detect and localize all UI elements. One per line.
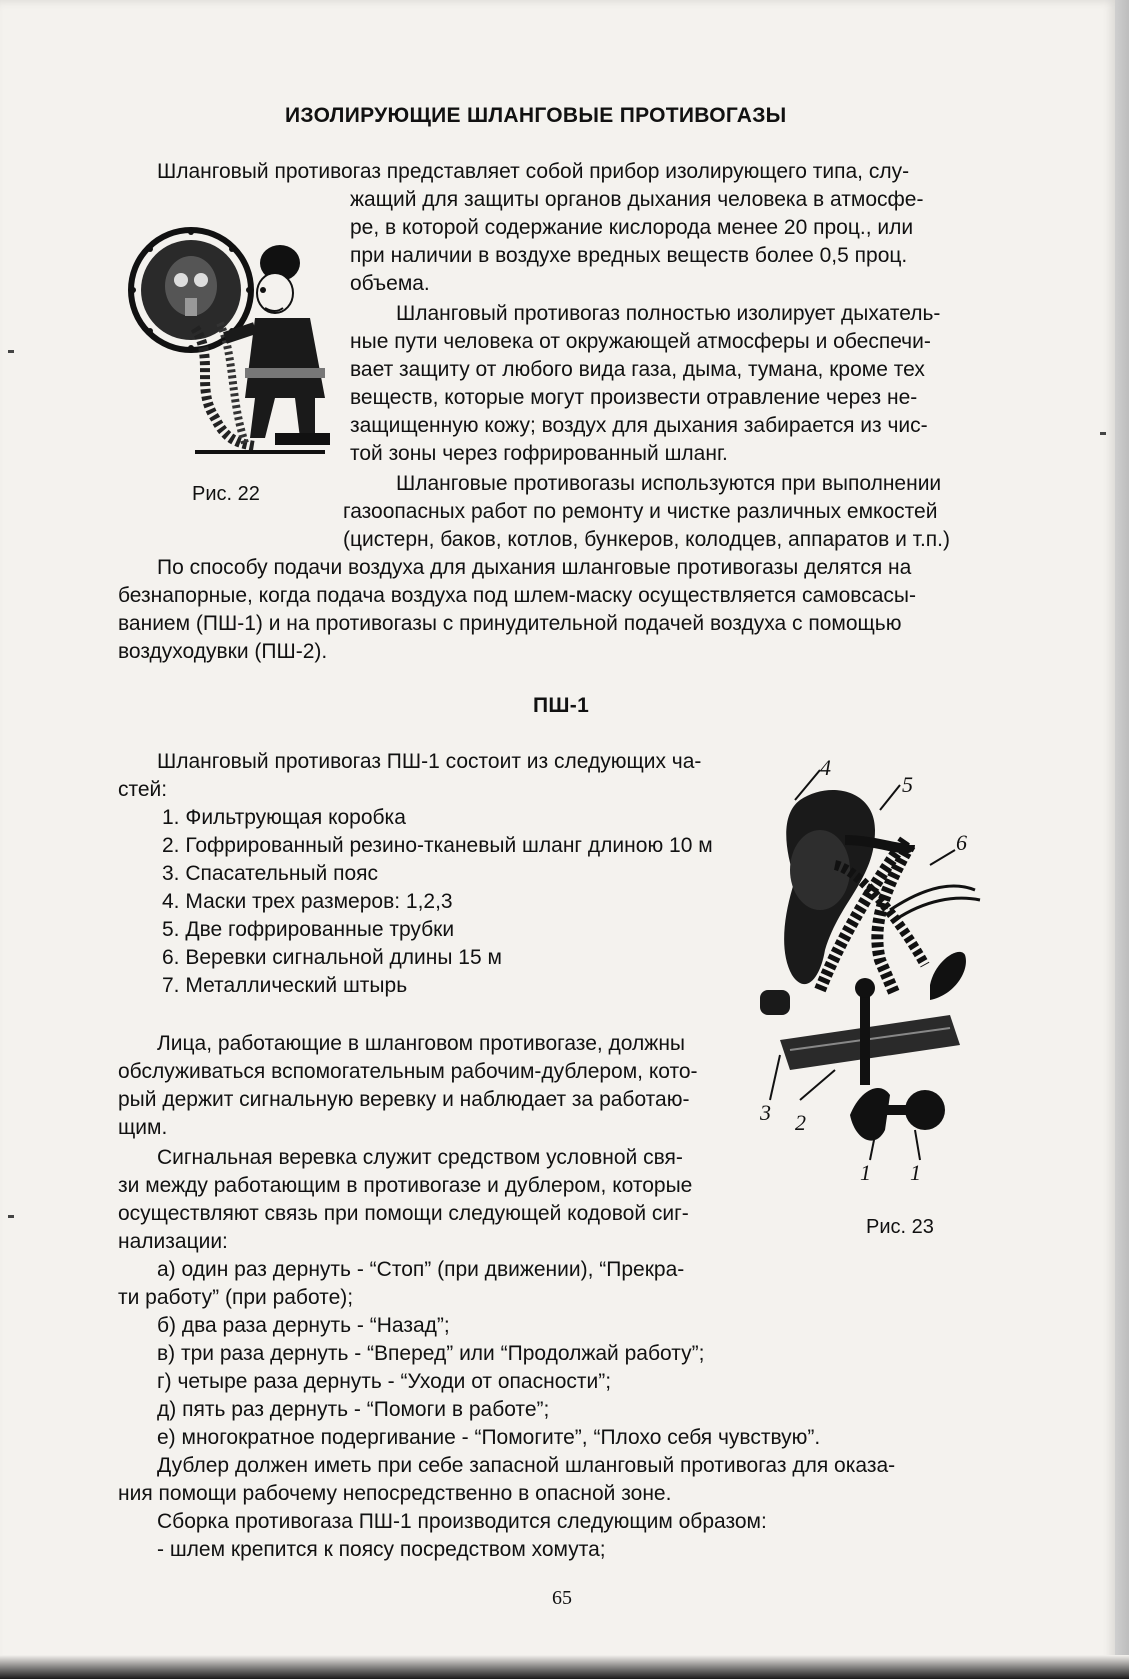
scan-speck: [8, 350, 14, 353]
figure-23-label: 4: [820, 755, 831, 780]
intro-line-3: ре, в которой содержание кислорода менее 20 проц., или: [350, 216, 914, 239]
body-line-15: е) многократное подергивание - “Помогите”, “Плохо себя чувствую”.: [157, 1426, 821, 1449]
body-line-14: д) пять раз дернуть - “Помоги в работе”;: [157, 1398, 550, 1421]
list-item: 1. Фильтрующая коробка: [162, 806, 406, 829]
intro-line-13: газоопасных работ по ремонту и чистке различных емкостей: [343, 500, 938, 523]
intro-line-2: жащий для защиты органов дыхания человека в атмосфе-: [350, 188, 924, 211]
body-line-9: а) один раз дернуть - “Стоп” (при движении), “Прекра-: [157, 1258, 685, 1281]
page-number: 65: [552, 1587, 572, 1609]
intro-line-12: Шланговые противогазы используются при выполнении: [396, 472, 942, 495]
figure-22-illustration: [125, 228, 355, 478]
intro-line-15: По способу подачи воздуха для дыхания шланговые противогазы делятся на: [157, 556, 912, 579]
figure-23-label: 1: [910, 1160, 921, 1185]
figure-23-label: 1: [860, 1160, 871, 1185]
intro-line-18: воздуходувки (ПШ-2).: [118, 640, 328, 663]
intro-line-7: ные пути человека от окружающей атмосферы и обеспечи-: [350, 330, 931, 353]
intro-line-16: безнапорные, когда подача воздуха под шлем-маску осуществляется самовсасы-: [118, 584, 916, 607]
list-item: 2. Гофрированный резино-тканевый шланг длиною 10 м: [162, 834, 713, 857]
intro-line-8: вает защиту от любого вида газа, дыма, тумана, кроме тех: [350, 358, 925, 381]
scan-speck: [1100, 432, 1106, 435]
body-line-5: Сигнальная веревка служит средством условной свя-: [157, 1146, 683, 1169]
figure-23-label: 3: [760, 1100, 771, 1125]
section-title: ПШ-1: [533, 694, 590, 717]
body-line-10: ти работу” (при работе);: [118, 1286, 354, 1309]
intro-line-5: объема.: [350, 272, 430, 295]
list-item: 6. Веревки сигнальной длины 15 м: [162, 946, 502, 969]
list-item: 4. Маски трех размеров: 1,2,3: [162, 890, 453, 913]
figure-22-caption: Рис. 22: [192, 483, 260, 505]
body-line-13: г) четыре раза дернуть - “Уходи от опасности”;: [157, 1370, 612, 1393]
page-title: ИЗОЛИРУЮЩИЕ ШЛАНГОВЫЕ ПРОТИВОГАЗЫ: [285, 104, 787, 127]
parts-intro-line-2: стей:: [118, 778, 168, 801]
body-line-17: ния помощи рабочему непосредственно в опасной зоне.: [118, 1482, 672, 1505]
body-line-2: обслуживаться вспомогательным рабочим-дублером, кото-: [118, 1060, 698, 1083]
figure-23-illustration: [760, 755, 1010, 1200]
figure-23-label: 2: [795, 1110, 806, 1135]
body-line-18: Сборка противогаза ПШ-1 производится следующим образом:: [157, 1510, 767, 1533]
body-line-8: нализации:: [118, 1230, 228, 1253]
body-line-19: - шлем крепится к поясу посредством хомута;: [157, 1538, 606, 1561]
list-item: 3. Спасательный пояс: [162, 862, 379, 885]
list-item: 7. Металлический штырь: [162, 974, 408, 997]
body-line-6: зи между работающим в противогазе и дублером, которые: [118, 1174, 693, 1197]
figure-23-label: 6: [956, 830, 967, 855]
intro-line-14: (цистерн, баков, котлов, бункеров, колодцев, аппаратов и т.п.): [343, 528, 950, 551]
body-line-4: щим.: [118, 1116, 168, 1139]
body-line-12: в) три раза дернуть - “Вперед” или “Продолжай работу”;: [157, 1342, 705, 1365]
body-line-7: осуществляют связь при помощи следующей кодовой сиг-: [118, 1202, 689, 1225]
figure-23-caption: Рис. 23: [866, 1216, 934, 1238]
body-line-11: б) два раза дернуть - “Назад”;: [157, 1314, 450, 1337]
scan-speck: [8, 1215, 14, 1218]
body-line-16: Дублер должен иметь при себе запасной шланговый противогаз для оказа-: [157, 1454, 896, 1477]
page-edge: [1115, 0, 1129, 1679]
intro-line-4: при наличии в воздухе вредных веществ более 0,5 проц.: [350, 244, 908, 267]
intro-line-10: защищенную кожу; воздух для дыхания забирается из чис-: [350, 414, 928, 437]
intro-line-1: Шланговый противогаз представляет собой прибор изолирующего типа, слу-: [157, 160, 910, 183]
parts-intro-line-1: Шланговый противогаз ПШ-1 состоит из следующих ча-: [157, 750, 702, 773]
body-line-1: Лица, работающие в шланговом противогазе, должны: [157, 1032, 686, 1055]
intro-line-11: той зоны через гофрированный шланг.: [350, 442, 728, 465]
scan-bottom-edge: [0, 1655, 1129, 1679]
intro-line-17: ванием (ПШ-1) и на противогазы с принудительной подачей воздуха с помощью: [118, 612, 902, 635]
list-item: 5. Две гофрированные трубки: [162, 918, 455, 941]
figure-23-label: 5: [902, 772, 913, 797]
body-line-3: рый держит сигнальную веревку и наблюдает за работаю-: [118, 1088, 690, 1111]
intro-line-9: веществ, которые могут произвести отравление через не-: [350, 386, 918, 409]
intro-line-6: Шланговый противогаз полностью изолирует дыхатель-: [396, 302, 941, 325]
